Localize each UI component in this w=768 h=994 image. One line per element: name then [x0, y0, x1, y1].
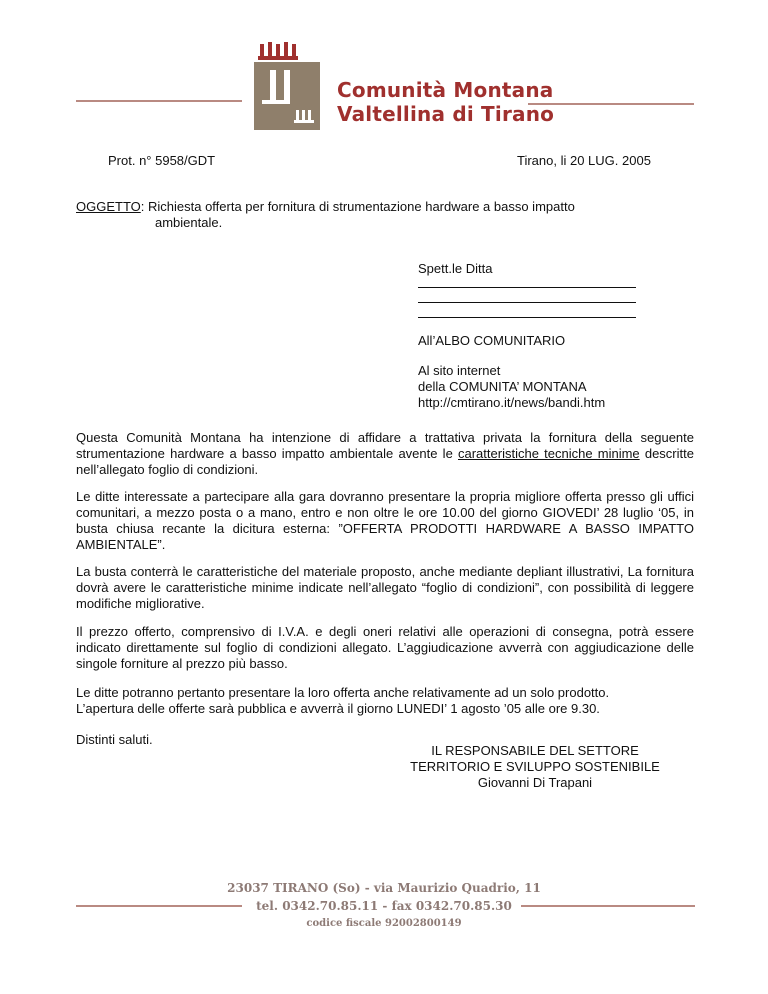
blank-line-1 — [418, 287, 636, 288]
subject-label: OGGETTO — [76, 199, 141, 214]
footer-tax-code: codice fiscale 92002800149 — [306, 918, 462, 929]
paragraph-4: Il prezzo offerto, comprensivo di I.V.A. e degli oneri relativi alle operazioni di consegna, potrà essere indicato direttamente sul foglio di condizioni allegato. L’aggiudicazione avverrà con aggiudicazione delle singole forniture al prezzo più basso. — [76, 624, 694, 671]
recipient-sito-url: http://cmtirano.it/news/bandi.htm — [418, 395, 606, 410]
protocol-number: Prot. n° 5958/GDT — [108, 153, 216, 168]
subject — [76, 199, 696, 215]
paragraph-1-text: Questa Comunità Montana ha intenzione di affidare a trattativa privata la fornitura della seguente strumentazione hardware a basso impatto ambientale avente le — [76, 430, 694, 461]
header-rule-left — [76, 100, 242, 102]
organization-name — [337, 78, 554, 126]
organization-name-line1: Comunità Montana — [337, 78, 554, 102]
recipient-ditta: Spett.le Ditta — [418, 261, 493, 276]
paragraph-1-tail: descritte nell’allegato foglio di condizioni. — [76, 446, 694, 477]
blank-line-3 — [418, 317, 636, 318]
blank-line-2 — [418, 302, 636, 303]
subject-text: : Richiesta offerta per fornitura di strumentazione hardware a basso impatto — [140, 199, 575, 214]
recipient-sito — [418, 363, 605, 411]
organization-name-line2: Valtellina di Tirano — [337, 102, 555, 126]
paragraph-1 — [76, 430, 694, 478]
community-logo-icon — [252, 40, 322, 132]
paragraph-1-underlined: caratteristiche tecniche minime — [458, 446, 640, 461]
place-date: Tirano, li 20 LUG. 2005 — [517, 153, 651, 168]
signature-line1: IL RESPONSABILE DEL SETTORE — [431, 743, 639, 758]
paragraph-5-line2: L’apertura delle offerte sarà pubblica e avverrà il giorno LUNEDI’ 1 agosto ’05 alle ore 9.30. — [76, 701, 600, 716]
paragraph-3: La busta conterrà le caratteristiche del materiale proposto, anche mediante depliant illustrativi, La fornitura dovrà avere le caratteristiche minime indicate nell’allegato “foglio di condizioni”, con possibilità di leggere modifiche migliorative. — [76, 564, 694, 611]
subject-continuation: ambientale. — [155, 215, 223, 230]
paragraph-5-line1: Le ditte potranno pertanto presentare la loro offerta anche relativamente ad un solo prodotto. — [76, 685, 610, 700]
footer-phone: tel. 0342.70.85.11 - fax 0342.70.85.30 — [256, 899, 512, 913]
recipient-albo: All’ALBO COMUNITARIO — [418, 333, 566, 348]
paragraph-2: Le ditte interessate a partecipare alla gara dovranno presentare la propria migliore offerta presso gli uffici comunitari, a mezzo posta o a mano, entro e non oltre le ore 10.00 del giorno GIOVEDI’ 28 luglio ‘05, in busta chiusa recante la dicitura esterna: ”OFFERTA PRODOTTI HARDWARE A BASSO IMPATTO AMBIENTALE”. — [76, 489, 694, 552]
signature-line2: TERRITORIO E SVILUPPO SOSTENIBILE — [410, 759, 660, 774]
recipient-sito-line1: Al sito internet — [418, 363, 501, 378]
footer-address: 23037 TIRANO (So) - via Maurizio Quadrio, 11 — [227, 881, 541, 895]
recipient-sito-line2: della COMUNITA’ MONTANA — [418, 379, 587, 394]
closing: Distinti saluti. — [76, 732, 153, 747]
signature-name: Giovanni Di Trapani — [477, 775, 593, 790]
